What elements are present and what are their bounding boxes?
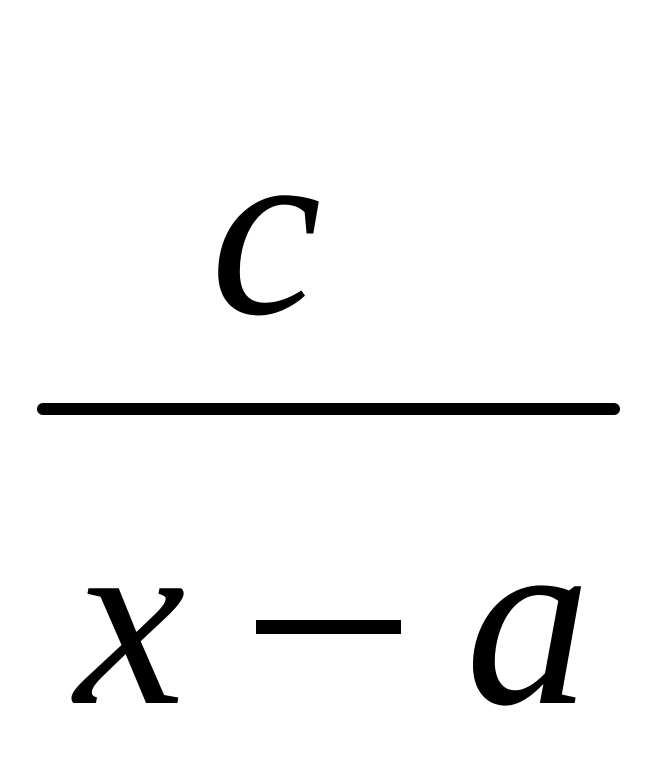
- denominator-variable-a: a: [465, 481, 591, 758]
- fraction-bar: [37, 403, 620, 415]
- denominator: [55, 481, 615, 758]
- minus-sign: [256, 620, 401, 634]
- denominator-variable-x: x: [74, 481, 186, 758]
- numerator-variable-c: c: [210, 91, 322, 368]
